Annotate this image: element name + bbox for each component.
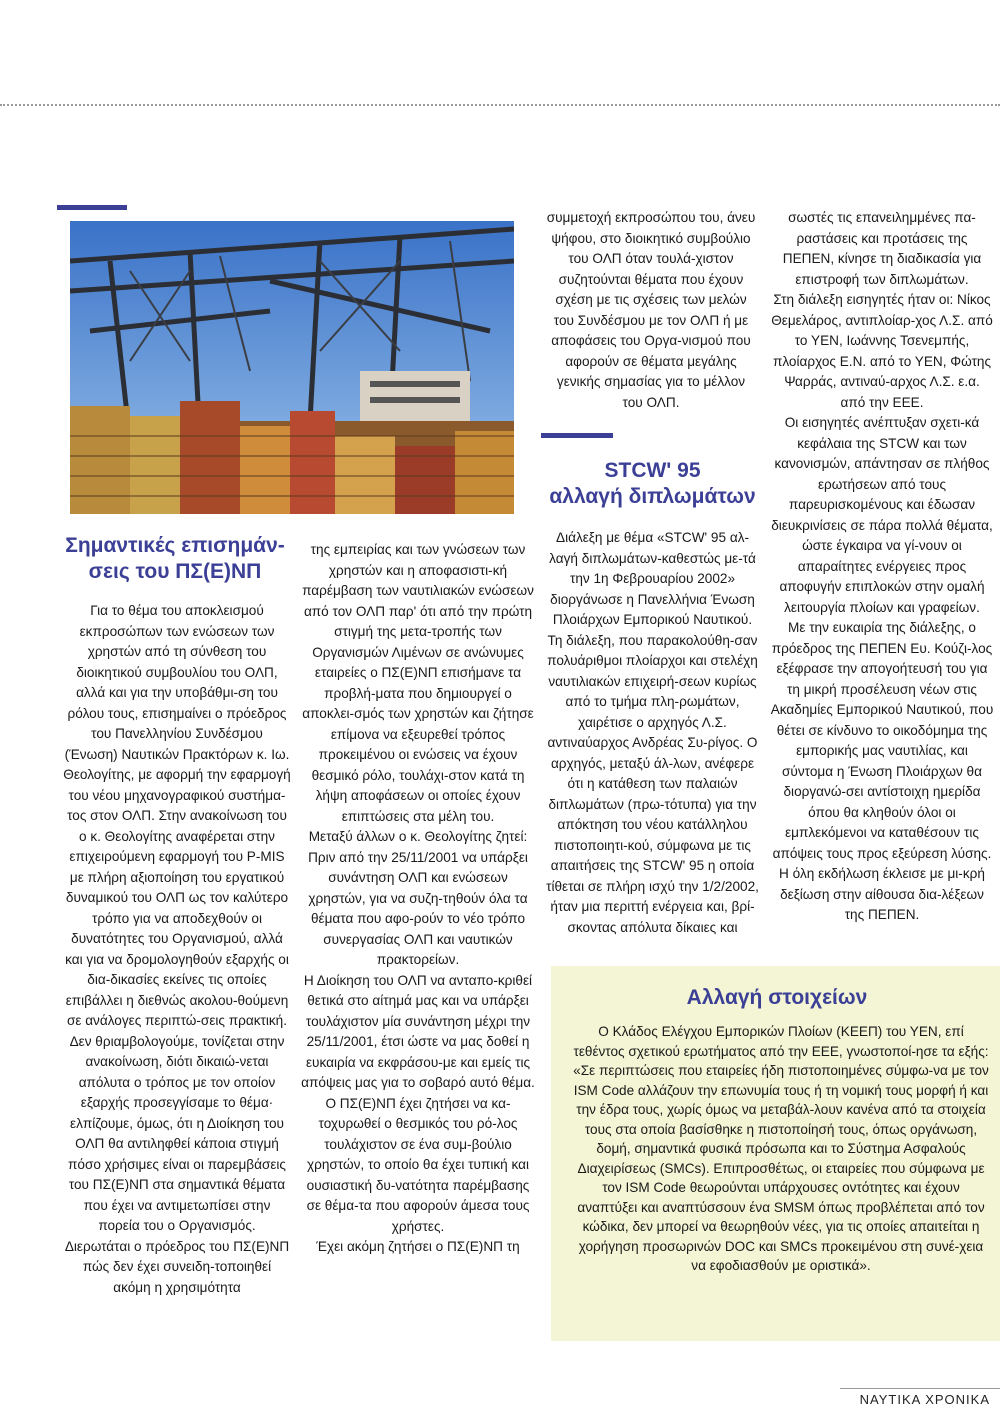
article-title bbox=[60, 533, 290, 585]
article-title-line-1: Σημαντικές επισημάν- bbox=[65, 534, 285, 557]
port-cranes-photo bbox=[70, 221, 514, 514]
paragraph: Οι εισηγητές ανέπτυξαν σχετι-κά κεφάλαια της STCW και των κανονισμών, απάντησαν σε πλήθος ερωτήσεων από τους παρευρισκομένους και έδωσαν διευκρινίσεις σε πάρα πολλά θέματα, ώστε έγκαιρα να γί-νουν οι απαραίτητες ενέργειες προς αποφυγήν επιπλοκών στην ομαλή λειτουργία πλοίων και γραφείων. bbox=[771, 415, 993, 615]
info-box bbox=[551, 966, 1000, 1341]
footer-rule bbox=[840, 1388, 1000, 1389]
paragraph: Η Διοίκηση του ΟΛΠ να ανταπο-κριθεί θετικά στο αίτημά μας και να υπάρξει τουλάχιστον μία συνάντηση μέχρι την 25/11/2001, έτσι ώστε να μας δοθεί η ευκαιρία να εκφράσου-με και εμείς τις απόψεις μας για το σοβαρό αυτό θέμα. bbox=[301, 972, 535, 1090]
paragraph: Για το θέμα του αποκλεισμού εκπροσώπων των ενώσεων των χρηστών από τη σύνθεση του διοικητικού συμβουλίου του ΟΛΠ, αλλά και για την υποβάθμι-ση του ρόλου τους, επισημαίνει ο πρόεδρος του Πανελληνίου Συνδέσμου (Ένωση) Ναυτικών Πρακτόρων κ. Ιω. Θεολογίτης, με αφορμή την εφαρμογή του νέου μηχανογραφικού συστήμα-τος στον ΟΛΠ. Στην ανακοίνωση του ο κ. Θεολογίτης αναφέρεται στην επιχειρούμενη εφαρμογή του P-MIS με πλήρη αξιοποίηση του εργατικού δυναμικού του ΟΛΠ ως τον καλύτερο τρόπο για να αποδεχθούν οι δυνατότητες του Οργανισμού, αλλά και για να δρομολογηθούν εξαρχής οι δια-δικασίες εκείνες τις οποίες επιβάλλει η διεθνώς ακολου-θούμενη σε ανάλογες περιπτώ-σεις πρακτική. bbox=[63, 603, 291, 1028]
paragraph: Μεταξύ άλλων ο κ. Θεολογίτης ζητεί: bbox=[308, 829, 528, 844]
stcw-top-bar bbox=[541, 433, 613, 438]
paragraph: Στη διάλεξη εισηγητές ήταν οι: Νίκος Θεμελάρος, αντιπλοίαρ-χος Λ.Σ. από το ΥΕΝ, Ιωάννης Τσενεμπής, πλοίαρχος Ε.Ν. από το ΥΕΝ, Φώτης Ψαρράς, αντιναύ-αρχος Λ.Σ. ε.α. από την ΕΕΕ. bbox=[771, 292, 993, 410]
paragraph: της εμπειρίας και των γνώσεων των χρηστών και η αποφασιστι-κή παρέμβαση των ναυτιλιακών ενώσεων από τον ΟΛΠ παρ' ότι από την πρώτη στιγμή της μετα-τροπής των Οργανισμών Λιμένων σε ανώνυμες εταιρείες ο ΠΣ(Ε)ΝΠ επισήμανε τα προβλή-ματα που δημιουργεί ο αποκλει-σμός των χρηστών και ζήτησε επίμονα να εξευρεθεί τρόπος προκειμένου οι ενώσεις να έχουν θεσμικό ρόλο, τουλάχι-στον κατά τη λήψη αποφάσεων οι οποίες έχουν επιπτώσεις στα μέλη του. bbox=[302, 542, 534, 824]
paragraph: Πριν από την 25/11/2001 να υπάρξει συνάντηση ΟΛΠ και ενώσεων χρηστών, για να συζη-τηθούν όλα τα θέματα που αφο-ρούν το νέο τρόπο συνεργασίας ΟΛΠ και ναυτικών πρακτορείων. bbox=[308, 849, 528, 967]
running-footer: ΝΑΥΤΙΚΑ ΧΡΟΝΙΚΑ bbox=[859, 1392, 990, 1407]
paragraph: σωστές τις επανειλημμένες πα-ραστάσεις και προτάσεις της ΠΕΠΕΝ, κίνησε τη διαδικασία για επιστροφή των διπλωμάτων. bbox=[782, 210, 982, 287]
paragraph: συμμετοχή εκπροσώπου του, άνευ ψήφου, στο διοικητικό συμβούλιο του ΟΛΠ όταν τουλά-χιστον συζητούνται θέματα που έχουν σχέση με τις σχέσεις των μελών του Συνδέσμου με τον ΟΛΠ ή με αποφάσεις του Οργα-νισμού που αφορούν σε θέματα μεγάλης γενικής σημασίας για το μέλλον του ΟΛΠ. bbox=[546, 210, 756, 410]
stcw-title-line-2: αλλαγή διπλωμάτων bbox=[549, 485, 756, 508]
info-box-title: Αλλαγή στοιχείων bbox=[686, 986, 868, 1009]
paragraph: Με την ευκαιρία της διάλεξης, ο πρόεδρος της ΠΕΠΕΝ Ευ. Κούζι-λος εξέφρασε την απογοήτευσή του για τη μικρή προσέλευση νέων στις Ακαδημίες Εμπορικού Ναυτικού, που θέτει σε κίνδυνο το οικοδόμημα της εμπορικής μας ναυτιλίας, και σύντομα η Ένωση Πλοιάρχων θα διοργανώ-σει αντίστοιχη ημερίδα όπου θα κληθούν όλοι οι εμπλεκόμενοι να καταθέσουν τις απόψεις τους προς εξεύρεση λύσης. bbox=[770, 620, 994, 861]
stcw-title bbox=[545, 458, 760, 510]
article-column-2 bbox=[301, 540, 535, 1258]
article-top-bar bbox=[57, 205, 127, 210]
paragraph: «Σε περιπτώσεις που εταιρείες ήδη πιστοποιημένες σύμφω-να με τον ISM Code αλλάζουν την επωνυμία τους ή τη νομική τους μορφή ή και την έδρα τους, χωρίς όμως να μεταβάλ-λουν κανένα από τα στοιχεία τους στα οποία βασίσθηκε η πιστοποίησή τους, όπως οργάνωση, δομή, σημαντικά φυσικά πρόσωπα και το Σύστημα Ασφαλούς Διαχειρίσεως (SMCs). Επιπροσθέτως, οι εταιρείες που σύμφωνα με τον ISM Code θεωρούνται υπάρχουσες οντότητες και έχουν αναπτύξει και αναπτύσσουν ένα SMSM όπως προβλέπεται από τον κώδικα, δεν μπορεί να θεωρηθούν νέες, για τις οποίες απαιτείται η χορήγηση προσωρινών DOC και SMCs προκειμένου στη συνέ-χεια να εφοδιασθούν με οριστικά». bbox=[573, 1063, 989, 1273]
stcw-body bbox=[545, 528, 760, 938]
paragraph: Διάλεξη με θέμα «STCW' 95 αλ-λαγή διπλωμάτων-καθεστώς με-τά την 1η Φεβρουαρίου 2002» διοργάνωσε η Πανελλήνια Ένωση Πλοιάρχων Εμπορικού Ναυτικού. Τη διάλεξη, που παρακολούθη-σαν πολυάριθμοι πλοίαρχοι και στελέχη ναυτιλιακών επιχειρή-σεων κυρίως από το τμήμα πλη-ρωμάτων, χαιρέτισε ο αρχηγός Λ.Σ. αντιναύαρχος Ανδρέας Συ-ρίγος. Ο αρχηγός, μεταξύ άλ-λων, ανέφερε ότι η κατάθεση των παλαιών διπλωμάτων (πρω-τότυπα) για την απόκτηση του νέου κατάλληλου πιστοποιητι-κού, σύμφωνα με τις απαιτήσεις της STCW' 95 η οποία τίθεται σε πλήρη ισχύ την 1/2/2002, ήταν μια περιττή ενέργεια και, βρί-σκοντας απόλυτα δίκαιες και bbox=[546, 530, 759, 935]
stcw-title-line-1: STCW' 95 bbox=[604, 459, 701, 482]
paragraph: Διερωτάται ο πρόεδρος του ΠΣ(Ε)ΝΠ πώς δεν έχει συνειδη-τοποιηθεί ακόμη η χρησιμότητα bbox=[64, 1238, 290, 1295]
paragraph: Η όλη εκδήλωση έκλεισε με μι-κρή δεξίωση στην αίθουσα δια-λέξεων της ΠΕΠΕΝ. bbox=[779, 866, 985, 922]
paragraph: Ο ΠΣ(Ε)ΝΠ έχει ζητήσει να κα-τοχυρωθεί ο θεσμικός του ρό-λος τουλάχιστον σε ένα συμ-βούλιο χρηστών, το οποίο θα έχει τυπική και ουσιαστική δυ-νατότητα παρέμβασης σε θέμα-τα που αφορούν άμεσα τους χρήστες. bbox=[306, 1095, 530, 1234]
article-column-4 bbox=[770, 208, 994, 926]
paragraph: Δεν θριαμβολογούμε, τονίζεται στην ανακοίνωση, διότι δικαιώ-νεται απόλυτα ο τρόπος με τον οποίον εξαρχής προσεγγίσαμε το θέμα· ελπίζουμε, όμως, ότι η Διοίκηση του ΟΛΠ θα αντιληφθεί κάποια στιγμή πόσο χρήσιμες είναι οι παρεμβάσεις του ΠΣ(Ε)ΝΠ στα σημαντικά θέματα που έχει να αντιμετωπίσει στην πορεία του ο Οργανισμός. bbox=[68, 1033, 286, 1233]
article-column-3-continuation bbox=[545, 208, 757, 413]
top-dotted-rule bbox=[0, 104, 1000, 106]
info-box-body bbox=[571, 1022, 991, 1276]
paragraph: Έχει ακόμη ζητήσει ο ΠΣ(Ε)ΝΠ τη bbox=[316, 1239, 520, 1254]
article-title-line-2: σεις του ΠΣ(Ε)ΝΠ bbox=[88, 560, 262, 583]
article-column-1 bbox=[63, 601, 291, 1298]
paragraph: Ο Κλάδος Ελέγχου Εμπορικών Πλοίων (ΚΕΕΠ) του ΥΕΝ, επί τεθέντος σχετικού ερωτήματος από την ΕΕΕ, γνωστοποί-ησε τα εξής: bbox=[573, 1024, 989, 1059]
